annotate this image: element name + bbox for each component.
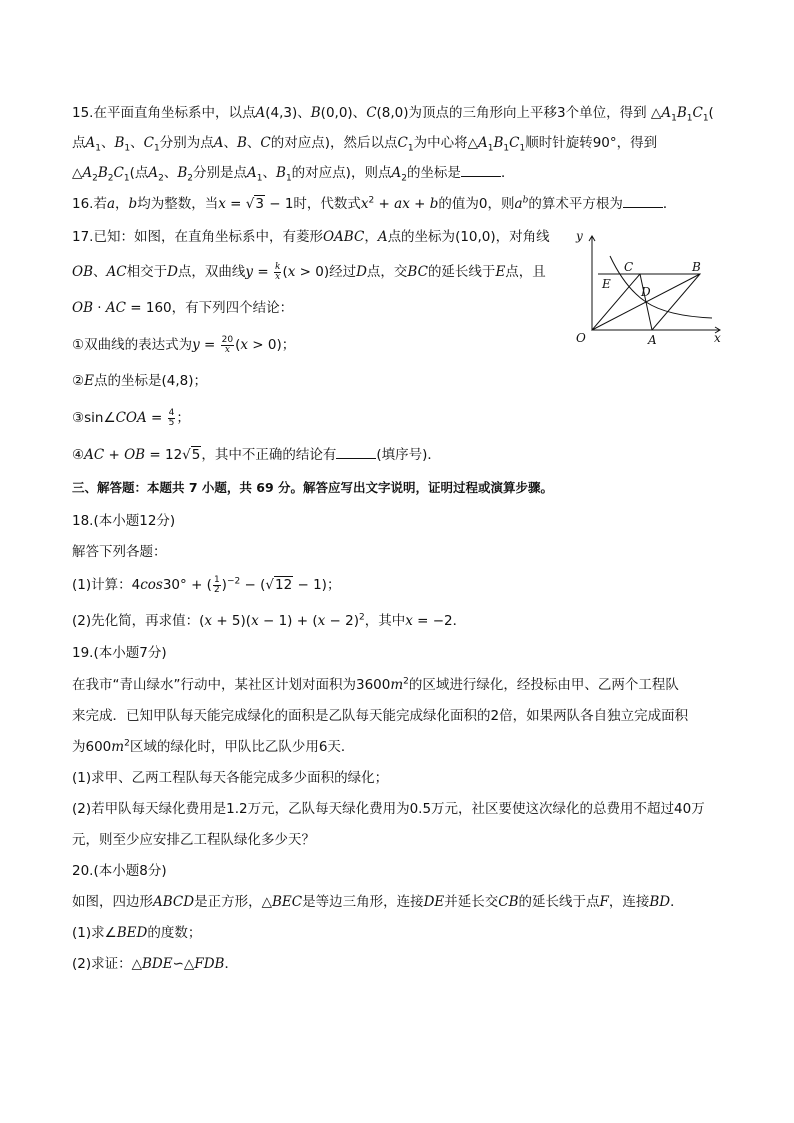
q19-header: 19.(本小题7分) bbox=[72, 645, 167, 661]
q17-line-1: 17.已知：如图，在直角坐标系中，有菱形OABC，A点的坐标为(10,0)，对角线 bbox=[72, 229, 550, 245]
q20-line-1: 如图，四边形ABCD是正方形，△BEC是等边三角形，连接DE并延长交CB的延长线于点F，连接BD． bbox=[72, 894, 684, 910]
label-c: C bbox=[624, 260, 634, 274]
label-e: E bbox=[602, 277, 611, 291]
q19-line-3: 为$600m^2$区域的绿化时，甲队比乙队少用6天． bbox=[72, 738, 355, 755]
q18-part-2: (2)先化简，再求值：$(x + 5)(x - 1) + (x - 2)^2$，其中x = −2． bbox=[72, 612, 467, 629]
q20-part-1: (1)求∠BED的度数； bbox=[72, 925, 202, 941]
label-b: B bbox=[692, 260, 701, 274]
q17-conclusion-2: ②E点的坐标是(4,8)； bbox=[72, 373, 207, 389]
q19-part-1: (1)求甲、乙两工程队每天各能完成多少面积的绿化； bbox=[72, 770, 389, 786]
q19-line-1: 在我市“青山绿水”行动中，某社区计划对面积为$3600m^2$的区域进行绿化，经投标由甲、乙两个工程队 bbox=[72, 676, 679, 693]
q19-line-2: 来完成．已知甲队每天能完成绿化的面积是乙队每天能完成绿化面积的2倍，如果两队各自独立完成面积 bbox=[72, 708, 689, 724]
q18-intro: 解答下列各题： bbox=[72, 544, 167, 560]
answer-blank-15 bbox=[461, 164, 501, 177]
label-y: y bbox=[576, 229, 583, 243]
q17-conclusion-1: ①双曲线的表达式为y = $\frac{20}{x}$ (x > 0)； bbox=[72, 334, 296, 355]
answer-blank-16 bbox=[623, 195, 663, 208]
q20-header: 20.(本小题8分) bbox=[72, 863, 167, 879]
q17-conclusion-3: ③sin∠COA = $\frac{4}{5}$ ； bbox=[72, 407, 190, 428]
label-x: x bbox=[714, 331, 721, 345]
label-a: A bbox=[648, 333, 657, 347]
rhombus-figure bbox=[570, 228, 730, 348]
q17-line-2: OB、AC相交于D点，双曲线y = $\frac{k}{x}$ (x > 0)经过D点，交BC的延长线于E点，且 bbox=[72, 261, 546, 282]
q16-line: 16.若a，b均为整数，当x = √3 − 1时，代数式$x^2$ + ax + b的值为0，则$a^b$的算术平方根为 ． bbox=[72, 195, 677, 212]
q20-part-2: (2)求证：△BDE∽△FDB． bbox=[72, 956, 238, 972]
label-d: D bbox=[641, 285, 651, 299]
q18-header: 18.(本小题12分) bbox=[72, 513, 176, 529]
q15-line-3: $\triangle A_2B_2C_1$(点$A_2$、$B_2$分别是点$A_1$、$B_1$的对应点)，则点$A_2$的坐标是 ． bbox=[72, 165, 515, 184]
q17-line-3: OB · AC = 160，有下列四个结论： bbox=[72, 300, 294, 316]
answer-blank-17 bbox=[336, 446, 376, 459]
q15-line-1: 15.在平面直角坐标系中，以点A(4,3)、B(0,0)、C(8,0)为顶点的三角形向上平移3个单位，得到 $\triangle A_1B_1C_1$( bbox=[72, 105, 714, 124]
q19-part-2a: (2)若甲队每天绿化费用是1.2万元，乙队每天绿化费用为0.5万元，社区要使这次绿化的总费用不超过40万 bbox=[72, 801, 705, 817]
section-3-header: 三、解答题：本题共 7 小题，共 69 分。解答应写出文字说明，证明过程或演算步骤。 bbox=[72, 480, 554, 495]
q18-part-1: (1)计算：4cos30° + ( $\frac{1}{2}$ )$^{-2}$ − (√12 − 1)； bbox=[72, 574, 341, 595]
q17-conclusion-4: ④AC + OB = 12√5，其中不正确的结论有 (填序号)． bbox=[72, 447, 441, 463]
q19-part-2b: 元，则至少应安排乙工程队绿化多少天？ bbox=[72, 832, 315, 848]
label-o: O bbox=[576, 331, 586, 345]
q15-line-2: 点$A_1$、$B_1$、$C_1$分别为点A、B、C的对应点)，然后以点$C_1$为中心将$\triangle A_1B_1C_1$顺时针旋转90°，得到 bbox=[72, 135, 658, 154]
